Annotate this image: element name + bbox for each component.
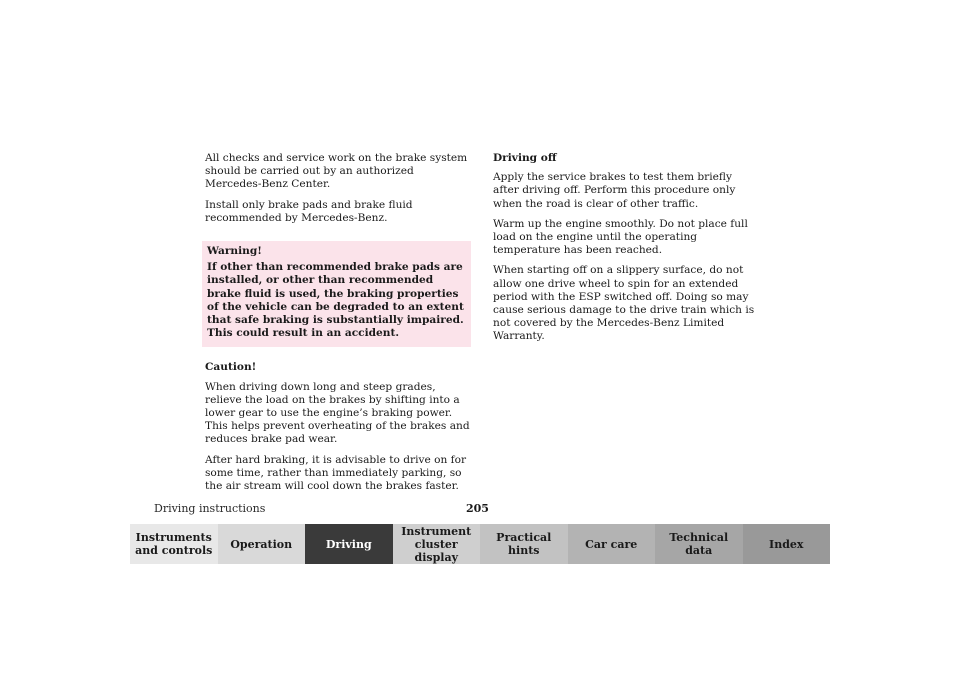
right-column — [493, 152, 758, 351]
left-column — [205, 152, 470, 500]
tab-practical-hints[interactable]: Practical hints — [480, 524, 568, 564]
paragraph-warm-up: Warm up the engine smoothly. Do not place full load on the engine until the operating temperature has been reached. — [493, 217, 748, 257]
tab-technical-data[interactable]: Technical data — [655, 524, 743, 564]
paragraph-slippery-surface: When starting off on a slippery surface, do not allow one drive wheel to spin for an extended period with the ESP switched off. Doing so may cause serious damage to the drive train which is not covered by the Mercedes-Benz Limited Warranty. — [493, 264, 755, 343]
page-number: 205 — [466, 502, 489, 515]
paragraph-brake-pads: Install only brake pads and brake fluid recommended by Mercedes-Benz. — [205, 198, 413, 224]
section-heading-driving-off: Driving off — [493, 152, 557, 164]
footer-section-title: Driving instructions — [154, 502, 266, 515]
caution-title: Caution! — [205, 361, 257, 374]
paragraph-hard-braking: After hard braking, it is advisable to drive on for some time, rather than immediately parking, so the air stream will cool down the brakes faster. — [205, 453, 467, 493]
tab-car-care[interactable]: Car care — [568, 524, 656, 564]
tab-instruments-and-controls[interactable]: Instruments and controls — [130, 524, 218, 564]
tab-instrument-cluster-display[interactable]: Instrument cluster display — [393, 524, 481, 564]
tab-index[interactable]: Index — [743, 524, 831, 564]
warning-text: If other than recommended brake pads are installed, or other than recommended brake fluid is used, the braking properties of the vehicle can be degraded to an extent that safe braking is substantially impaired. This could result in an accident. — [207, 261, 464, 340]
warning-box — [202, 241, 471, 347]
paragraph-brake-service: All checks and service work on the brake system should be carried out by an authorized Mercedes-Benz Center. — [205, 152, 468, 191]
paragraph-steep-grades: When driving down long and steep grades, relieve the load on the brakes by shifting into a lower gear to use the engine’s braking power. This helps prevent overheating of the brakes and reduces brake pad wear. — [205, 380, 470, 446]
chapter-nav-bar — [130, 524, 830, 564]
paragraph-test-brakes: Apply the service brakes to test them briefly after driving off. Perform this procedure only when the road is clear of other traffic. — [493, 171, 736, 210]
tab-operation[interactable]: Operation — [218, 524, 306, 564]
warning-title: Warning! — [207, 245, 262, 258]
tab-driving[interactable]: Driving — [305, 524, 393, 564]
